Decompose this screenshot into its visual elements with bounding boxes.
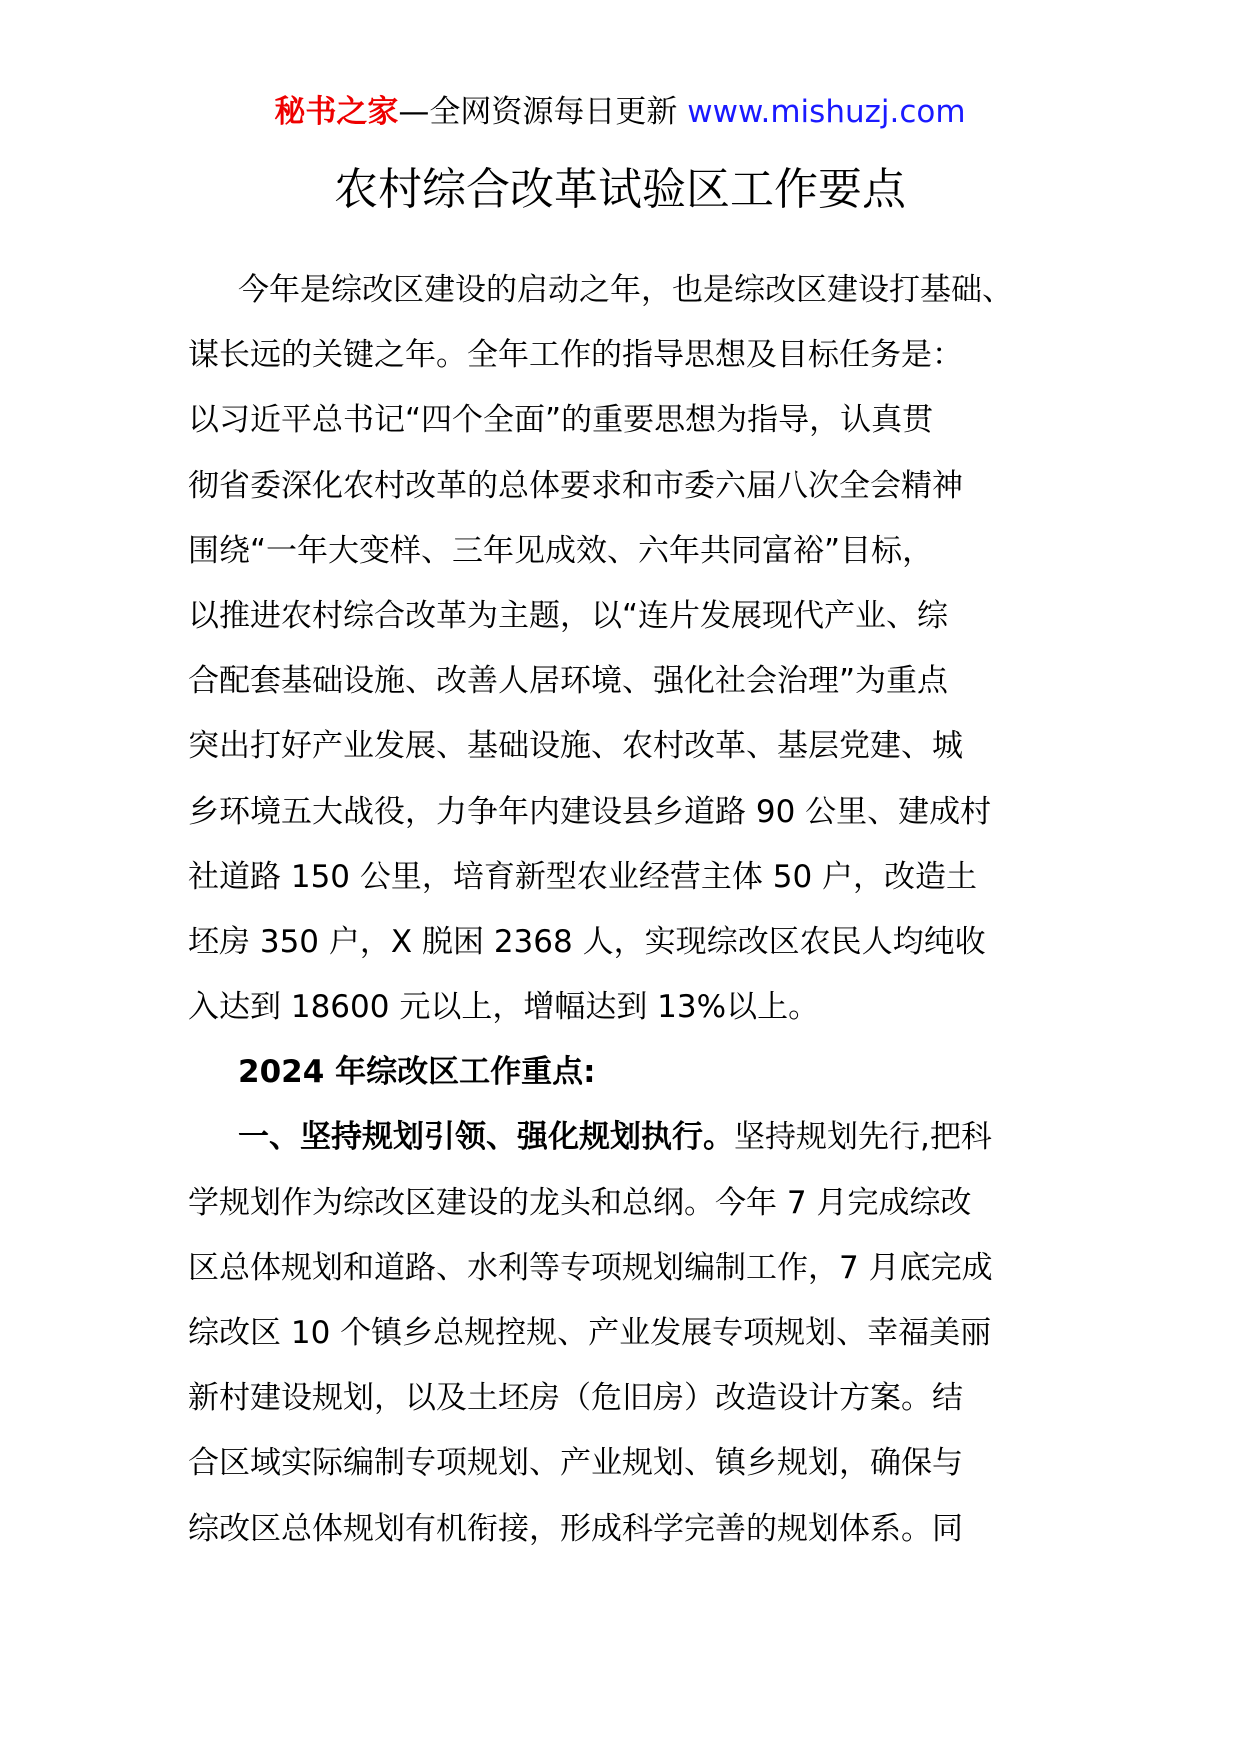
paragraph-line: 区总体规划和道路、水利等专项规划编制工作，7 月底完成 [188,1249,993,1286]
paragraph-line: 合区域实际编制专项规划、产业规划、镇乡规划，确保与 [188,1445,963,1482]
paragraph-line: 合配套基础设施、改善人居环境、强化社会治理”为重点 [188,663,949,700]
paragraph-line: 社道路 150 公里，培育新型农业经营主体 50 户，改造土 [188,858,978,895]
site-brand: 秘书之家 [274,94,399,130]
paragraph-line: 谋长远的关键之年。全年工作的指导思想及目标任务是： [188,337,963,374]
paragraph-line: 以习近平总书记“四个全面”的重要思想为指导，认真贯 [188,402,934,439]
site-url-link[interactable]: www.mishuzj.com [687,94,966,130]
paragraph-line: 综改区总体规划有机衔接，形成科学完善的规划体系。同 [188,1510,963,1547]
section-1-heading: 一、坚持规划引领、强化规划执行。 [238,1119,734,1156]
paragraph-line: 突出打好产业发展、基础设施、农村改革、基层党建、城 [188,728,963,765]
site-slogan: —全网资源每日更新 [398,94,688,130]
paragraph-line: 坯房 350 户，X 脱困 2368 人，实现综改区农民人均纯收 [188,923,986,960]
document-body [188,258,1068,1562]
paragraph-line: 入达到 18600 元以上，增幅达到 13%以上。 [188,989,820,1026]
document-title: 农村综合改革试验区工作要点 [334,164,906,215]
paragraph-line: 以推进农村综合改革为主题，以“连片发展现代产业、综 [188,597,949,634]
paragraph-line: 今年是综改区建设的启动之年，也是综改区建设打基础、 [238,272,1013,308]
paragraph-line: 乡环境五大战役，力争年内建设县乡道路 90 公里、建成村 [188,793,992,830]
paragraph-line: 新村建设规划，以及土坯房（危旧房）改造设计方案。结 [188,1380,963,1417]
paragraph-line: 综改区 10 个镇乡总规控规、产业发展专项规划、幸福美丽 [188,1315,992,1351]
section-1-text: 坚持规划先行,把科 [734,1119,992,1156]
paragraph-line: 彻省委深化农村改革的总体要求和市委六届八次全会精神 [188,467,963,504]
section-heading: 2024 年综改区工作重点: [238,1054,596,1091]
paragraph-line: 学规划作为综改区建设的龙头和总纲。今年 7 月完成综改 [188,1184,972,1221]
paragraph-line: 围绕“一年大变样、三年见成效、六年共同富裕”目标， [188,532,934,569]
site-banner [0,92,1240,132]
section-1-first-line [188,1105,1068,1170]
